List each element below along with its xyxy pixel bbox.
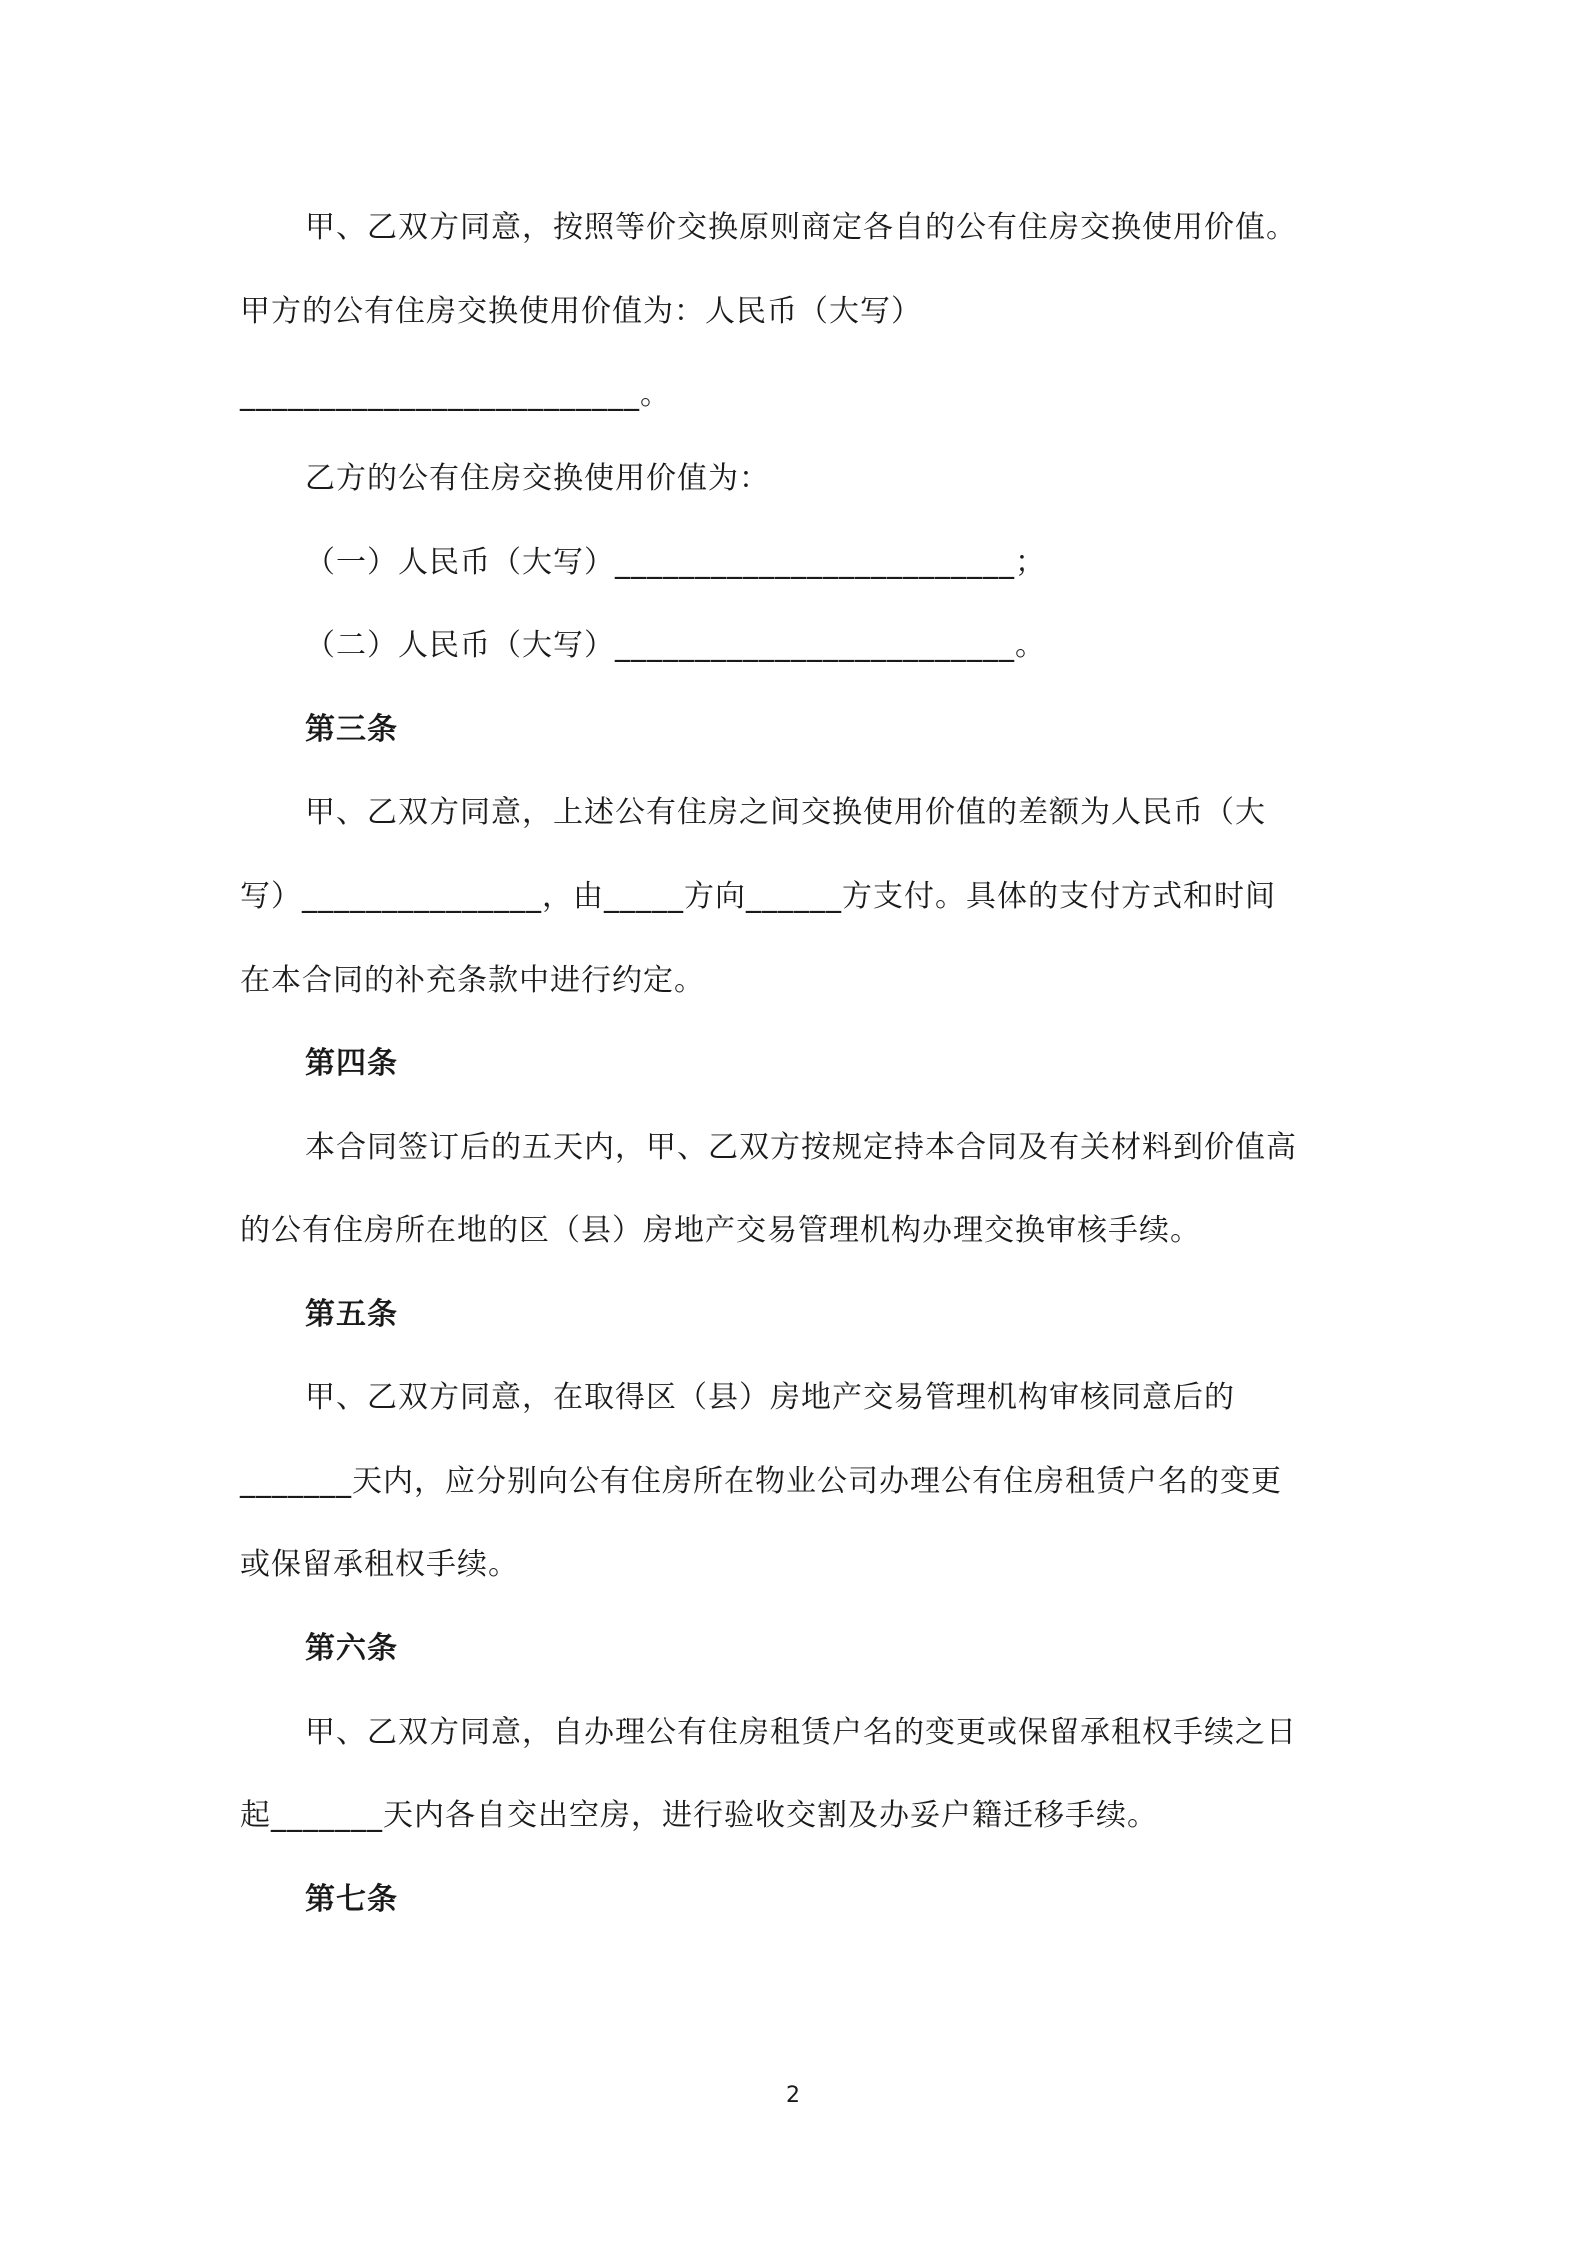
paragraph-line: 甲、乙双方同意，自办理公有住房租赁户名的变更或保留承租权手续之日: [305, 1715, 1297, 1750]
paragraph-line: 的公有住房所在地的区（县）房地产交易管理机构办理交换审核手续。: [240, 1213, 1201, 1248]
paragraph-line: _________________________。: [240, 377, 671, 412]
article-heading-6: 第六条: [305, 1631, 398, 1666]
paragraph-line: （二）人民币（大写）_________________________。: [305, 628, 1046, 663]
paragraph-line: 起_______天内各自交出空房，进行验收交割及办妥户籍迁移手续。: [240, 1798, 1158, 1833]
article-heading-7: 第七条: [305, 1882, 398, 1917]
page-number: 2: [786, 2083, 800, 2108]
article-heading-5: 第五条: [305, 1297, 398, 1332]
paragraph-line: 本合同签订后的五天内，甲、乙双方按规定持本合同及有关材料到价值高: [305, 1130, 1297, 1165]
paragraph-line: 甲、乙双方同意，按照等价交换原则商定各自的公有住房交换使用价值。: [305, 210, 1297, 245]
paragraph-line: 甲方的公有住房交换使用价值为：人民币（大写）: [240, 294, 922, 329]
paragraph-line: 甲、乙双方同意，在取得区（县）房地产交易管理机构审核同意后的: [305, 1380, 1235, 1415]
article-heading-3: 第三条: [305, 712, 398, 747]
paragraph-line: _______天内，应分别向公有住房所在物业公司办理公有住房租赁户名的变更: [240, 1464, 1282, 1499]
paragraph-line: 在本合同的补充条款中进行约定。: [240, 963, 705, 998]
article-heading-4: 第四条: [305, 1046, 398, 1081]
paragraph-line: 甲、乙双方同意，上述公有住房之间交换使用价值的差额为人民币（大: [305, 795, 1266, 830]
paragraph-line: （一）人民币（大写）_________________________；: [305, 545, 1046, 580]
paragraph-line: 写）_______________，由_____方向______方支付。具体的支付方式和时间: [240, 879, 1276, 914]
paragraph-line: 乙方的公有住房交换使用价值为：: [305, 461, 770, 496]
paragraph-line: 或保留承租权手续。: [240, 1547, 519, 1582]
